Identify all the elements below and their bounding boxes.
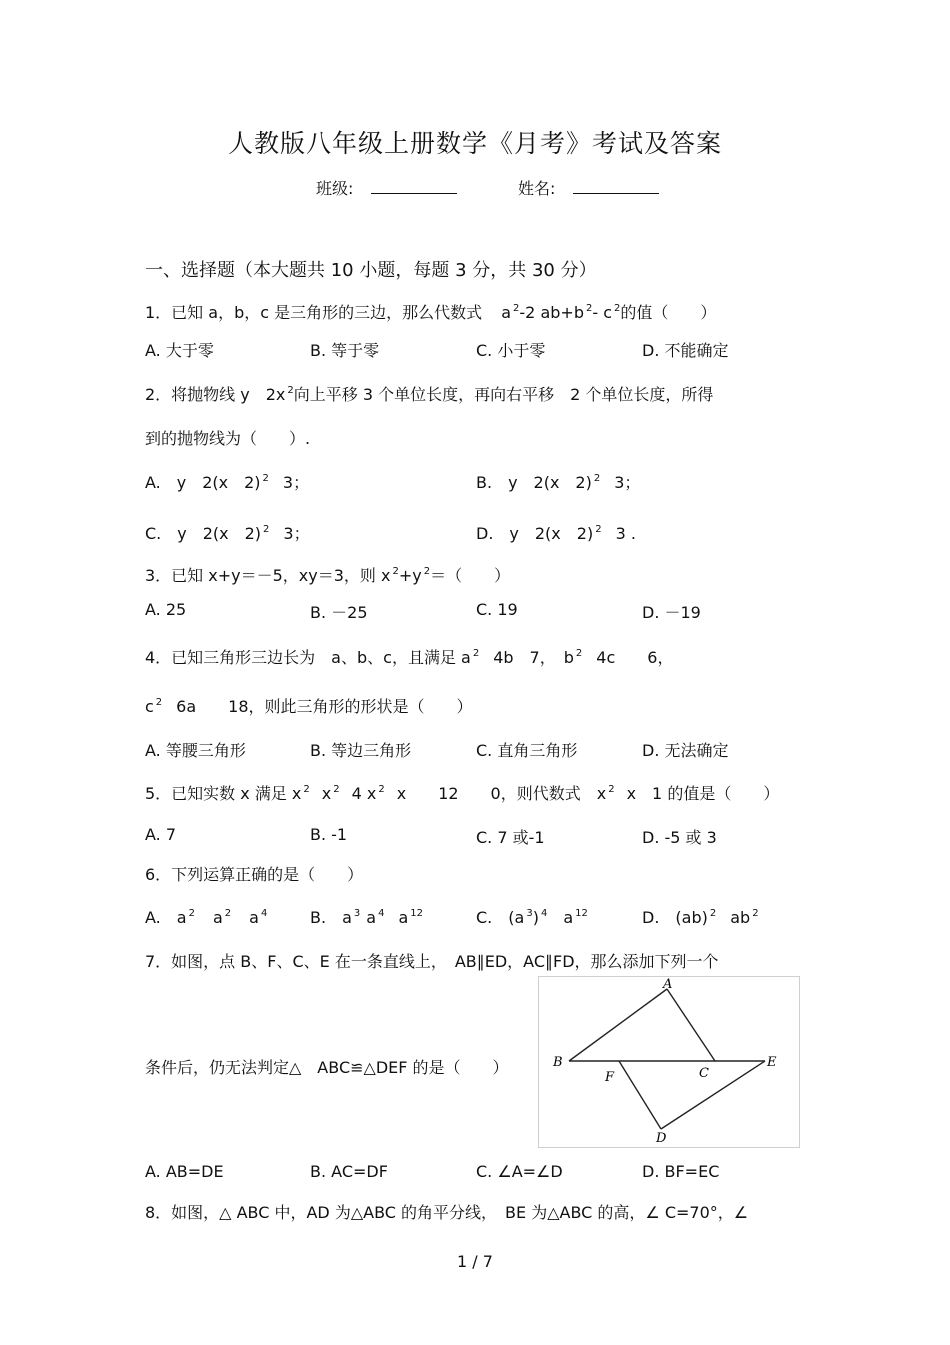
q5-option-a: A. 7 [145, 825, 177, 844]
q5-sup: 2 [333, 784, 340, 795]
q6-opt-text: a [398, 908, 409, 927]
q5-sup: 2 [378, 784, 385, 795]
q5-sup: 2 [608, 784, 615, 795]
question-7: 7．如图，点 B、F、C、E 在一条直线上， AB∥ED，AC∥FD，那么添加下列一个 [145, 952, 719, 971]
q1-expr-c: - c [592, 303, 612, 322]
q5-text: x [321, 784, 332, 803]
q1-expr-b: -2 ab+b [519, 303, 584, 322]
q4-text: 4c 6， [596, 648, 674, 667]
q2-sup: 2 [593, 473, 601, 484]
q6-opt-text: ab [730, 908, 751, 927]
q1-sup: 2 [585, 303, 593, 314]
q1-sup: 2 [614, 303, 621, 314]
q3-sup: 2 [423, 566, 431, 577]
q2-text: 2．将抛物线 y 2x [145, 385, 286, 404]
q5-option-d: D. -5 或 3 [642, 828, 717, 847]
q4-line2 [145, 694, 473, 717]
class-field [316, 176, 457, 199]
q2-option-a [145, 470, 309, 493]
q6-option-d [642, 905, 759, 928]
q4-sup: 2 [472, 648, 480, 659]
segment-ba [569, 989, 667, 1061]
q1-text: 1．已知 a，b，c 是三角形的三边，那么代数式 [145, 303, 483, 322]
q4-option-c: C. 直角三角形 [476, 741, 578, 760]
q6-option-b [310, 905, 423, 928]
q4-text: c [145, 697, 154, 716]
label-c: C [699, 1066, 709, 1081]
q5-text: x 1 的值是（ ） [626, 784, 780, 803]
q2-sup: 2 [595, 524, 602, 535]
q2-opt-text: 3； [282, 473, 310, 492]
q5-sup: 2 [303, 784, 310, 795]
label-b: B [553, 1055, 563, 1070]
q3-sup: 2 [392, 566, 399, 577]
q2-opt-text: 3 . [615, 524, 636, 543]
q1-option-d: D. 不能确定 [642, 341, 729, 360]
q6-opt-text: ) [532, 908, 539, 927]
q6-sup: 12 [410, 908, 423, 919]
q3-text: 3．已知 x+y＝－5，xy＝3，则 x [145, 566, 391, 585]
q4-text: 4b 7， b [493, 648, 574, 667]
q6-opt-text: A. a [145, 908, 187, 927]
q6-option-c [476, 905, 588, 928]
q6-opt-text: D. (ab) [642, 908, 708, 927]
label-d: D [656, 1131, 667, 1146]
q6-sup: 2 [188, 908, 195, 919]
question-2 [145, 382, 713, 405]
q5-text: x 12 0，则代数式 x [396, 784, 607, 803]
question-1 [145, 300, 716, 323]
q3-option-c: C. 19 [476, 600, 518, 619]
q6-opt-text: C. (a [476, 908, 525, 927]
q3-option-a: A. 25 [145, 600, 187, 619]
q1-option-c: C. 小于零 [476, 341, 546, 360]
q6-option-a [145, 905, 267, 928]
q4-text: 4．已知三角形三边长为 a、b、c，且满足 a [145, 648, 471, 667]
q5-option-c: C. 7 或-1 [476, 828, 545, 847]
page-number: 1 / 7 [457, 1252, 493, 1271]
q2-opt-text: 3； [614, 473, 641, 492]
question-4 [145, 645, 673, 668]
class-label: 班级: [316, 179, 354, 198]
q2-sup: 2 [287, 385, 294, 396]
q5-text: 5．已知实数 x 满足 x [145, 784, 302, 803]
q2-sup: 2 [262, 473, 269, 484]
q3-option-d: D. －19 [642, 603, 701, 622]
q2-option-c [145, 521, 310, 544]
q6-sup: 3 [353, 908, 361, 919]
class-blank [371, 179, 457, 194]
q4-option-a: A. 等腰三角形 [145, 741, 246, 760]
q2-option-b [476, 470, 640, 493]
q1-option-b: B. 等于零 [310, 341, 380, 360]
label-e: E [767, 1055, 777, 1070]
q4-sup: 2 [155, 697, 163, 708]
q7-line2: 条件后，仍无法判定△ ABC≌△DEF 的是（ ） [145, 1058, 509, 1077]
q6-sup: 2 [709, 908, 717, 919]
triangles-diagram [539, 977, 799, 1147]
question-3 [145, 563, 510, 586]
label-f: F [605, 1070, 615, 1085]
q2-opt-text: B. y 2(x 2) [476, 473, 592, 492]
question-5 [145, 781, 779, 804]
q3-option-b: B. －25 [310, 603, 368, 622]
q4-option-b: B. 等边三角形 [310, 741, 412, 760]
q7-figure [538, 976, 800, 1148]
q2-opt-text: D. y 2(x 2) [476, 524, 594, 543]
q7-option-c: C. ∠A=∠D [476, 1162, 563, 1181]
q3-text: ＝（ ） [430, 566, 511, 585]
q4-option-d: D. 无法确定 [642, 741, 729, 760]
q6-sup: 4 [540, 908, 548, 919]
name-label: 姓名: [518, 179, 556, 198]
q1-option-a: A. 大于零 [145, 341, 214, 360]
q6-opt-text: a [366, 908, 377, 927]
q6-sup: 2 [224, 908, 232, 919]
q6-opt-text: B. a [310, 908, 352, 927]
q6-opt-text: a [563, 908, 574, 927]
q7-option-a: A. AB=DE [145, 1162, 224, 1181]
q2-text: 向上平移 3 个单位长度，再向右平移 2 个单位长度，所得 [293, 385, 714, 404]
q4-text: 6a 18，则此三角形的形状是（ ） [176, 697, 473, 716]
segment-ac [667, 989, 715, 1061]
q2-opt-text: C. y 2(x 2) [145, 524, 262, 543]
section-heading: 一、选择题（本大题共 10 小题，每题 3 分，共 30 分） [145, 260, 597, 281]
q3-text: +y [398, 566, 422, 585]
q6-opt-text: a [249, 908, 259, 927]
q5-option-b: B. -1 [310, 825, 348, 844]
name-field [518, 176, 659, 199]
q7-option-d: D. BF=EC [642, 1162, 720, 1181]
q7-option-b: B. AC=DF [310, 1162, 388, 1181]
name-blank [573, 179, 659, 194]
question-8: 8．如图，△ ABC 中，AD 为△ABC 的角平分线， BE 为△ABC 的高，∠ C=70°，∠ [145, 1203, 749, 1222]
q6-sup: 12 [575, 908, 588, 919]
q2-opt-text: 3； [283, 524, 310, 543]
label-a: A [663, 977, 673, 992]
q4-sup: 2 [575, 648, 583, 659]
q2-sup: 2 [263, 524, 270, 535]
question-6: 6．下列运算正确的是（ ） [145, 865, 364, 884]
q6-sup: 3 [526, 908, 533, 919]
q5-text: 4 x [351, 784, 377, 803]
segment-fd [619, 1061, 661, 1129]
page-title: 人教版八年级上册数学《月考》考试及答案 [227, 129, 722, 158]
q1-sup: 2 [513, 303, 520, 314]
q1-tail: 的值（ ） [620, 303, 717, 322]
q1-expr-a: a [501, 303, 512, 322]
q2-opt-text: A. y 2(x 2) [145, 473, 261, 492]
q2-option-d [476, 521, 636, 544]
q6-sup: 4 [260, 908, 268, 919]
q6-sup: 4 [378, 908, 385, 919]
q6-sup: 2 [752, 908, 759, 919]
q2-line2: 到的抛物线为（ ）. [145, 429, 311, 448]
q6-opt-text: a [212, 908, 223, 927]
segment-de [661, 1061, 765, 1129]
